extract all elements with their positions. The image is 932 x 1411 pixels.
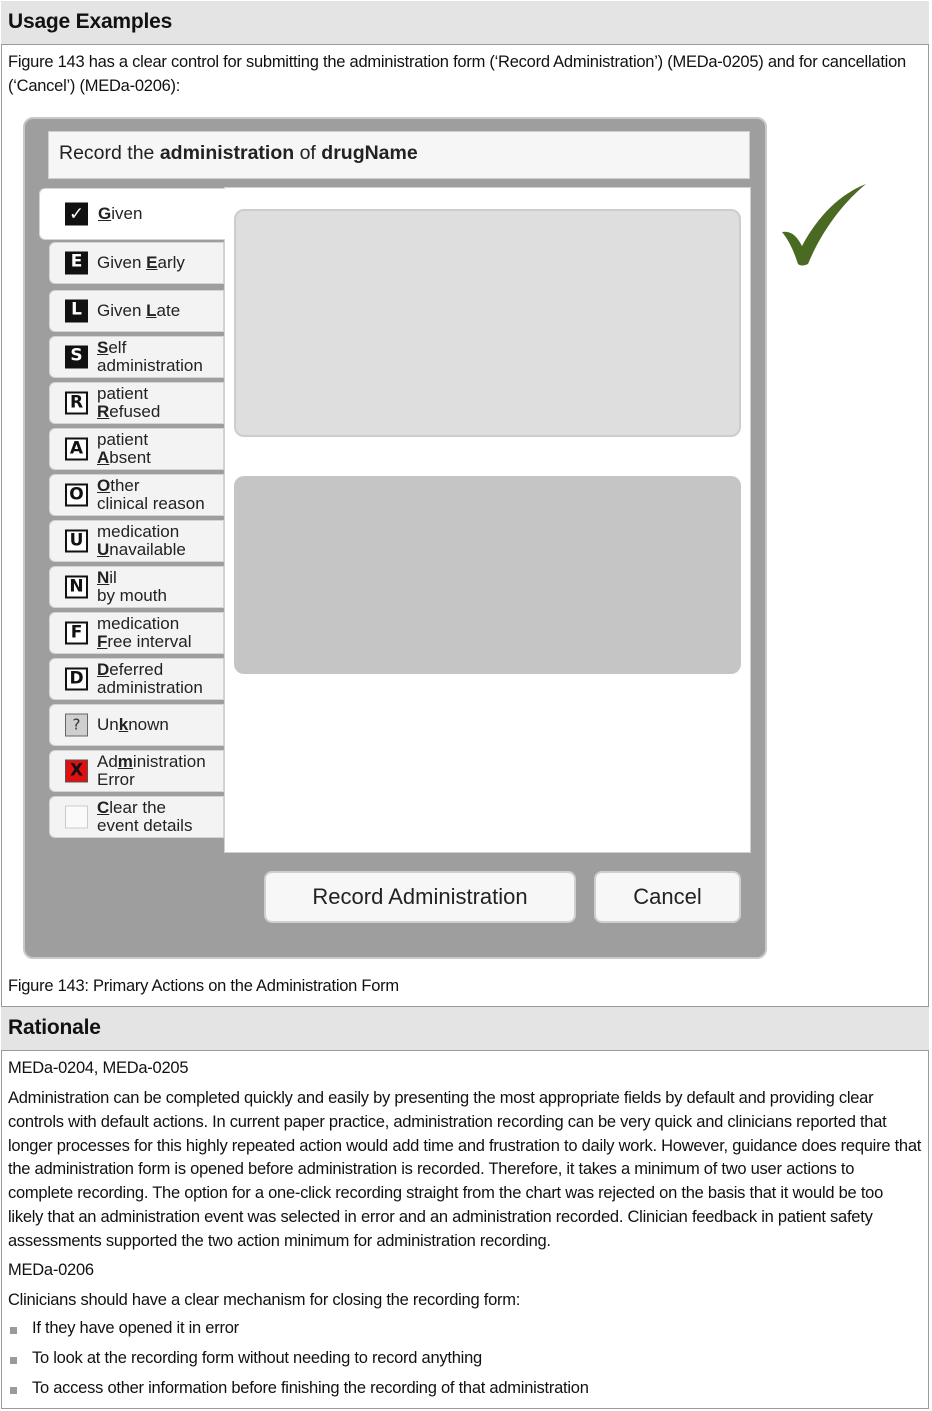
tab-other-clinical-reason[interactable] <box>49 474 224 516</box>
tab-label: Clear the event details <box>97 798 193 835</box>
rationale-ref-2: MEDa-0206 <box>8 1261 94 1279</box>
tab-label: Nil by mouth <box>97 568 167 605</box>
tab-label: Self administration <box>97 338 203 375</box>
tab-nil-by-mouth[interactable] <box>49 566 224 608</box>
a-key-icon: A <box>65 438 88 461</box>
dialog-title: Record the administration of drugName <box>48 131 750 179</box>
r-key-icon: R <box>65 392 88 415</box>
u-key-icon: U <box>65 530 88 553</box>
rationale-paragraph-1: Administration can be completed quickly and easily by presenting the most appropriate fields by default and providing clear controls with default actions. In current paper practice, administration recording can be very quick and clinicians reported that longer processes for this highly repeated action would add time and frustration to daily work. However, guidance does require that the administration form is opened before administration is recorded. Therefore, it takes a minimum of two user actions to complete recording. The option for a one-click recording straight from the chart was rejected on the basis that it would be too likely that an administration event was selected in error and an administration recorded. Clinician feedback in patient safety assessments supported the two action minimum for administration recording. <box>8 1089 922 1250</box>
tab-deferred-administration[interactable] <box>49 658 224 700</box>
o-key-icon: O <box>65 484 88 507</box>
l-key-icon: L <box>65 300 88 323</box>
tab-label: medication Free interval <box>97 614 192 651</box>
green-checkmark-icon <box>778 180 870 270</box>
f-key-icon: F <box>65 622 88 645</box>
record-administration-button[interactable]: Record Administration <box>264 871 576 923</box>
tab-clear-event-details[interactable] <box>49 796 224 838</box>
error-x-icon: X <box>65 760 88 783</box>
bullet-square-icon <box>10 1327 17 1334</box>
rationale-ref-1: MEDa-0204, MEDa-0205 <box>8 1059 189 1077</box>
tab-label: patient Absent <box>97 430 151 467</box>
n-key-icon: N <box>65 576 88 599</box>
usage-intro: Figure 143 has a clear control for submitting the administration form (‘Record Administration’) (MEDa-0205) and for cancellation (‘Cancel’) (MEDa-0206): <box>8 53 906 95</box>
details-panel-lower <box>234 476 741 674</box>
tab-label: medication Unavailable <box>97 522 186 559</box>
usage-examples-heading: Usage Examples <box>1 1 929 45</box>
tab-given-late[interactable] <box>49 290 224 332</box>
tab-given-early[interactable] <box>49 242 224 284</box>
tab-medication-free-interval[interactable] <box>49 612 224 654</box>
details-panel-upper <box>234 209 741 437</box>
tab-label: Deferred administration <box>97 660 203 697</box>
rationale-paragraph-2: Clinicians should have a clear mechanism for closing the recording form: <box>8 1291 521 1309</box>
tab-patient-refused[interactable] <box>49 382 224 424</box>
e-key-icon: E <box>65 252 88 275</box>
tab-medication-unavailable[interactable] <box>49 520 224 562</box>
checkmark-icon: ✓ <box>65 203 88 226</box>
blank-icon <box>65 806 88 829</box>
tab-self-administration[interactable] <box>49 336 224 378</box>
d-key-icon: D <box>65 668 88 691</box>
tab-label: Given Early <box>97 253 185 272</box>
tab-unknown[interactable] <box>49 704 224 746</box>
rationale-heading: Rationale <box>1 1007 929 1051</box>
tab-label: Given Late <box>97 301 181 320</box>
tab-label: Given <box>98 204 143 223</box>
question-icon: ? <box>65 714 88 737</box>
tab-administration-error[interactable] <box>49 750 224 792</box>
tab-label: Other clinical reason <box>97 476 205 513</box>
figure-caption: Figure 143: Primary Actions on the Administration Form <box>8 977 399 995</box>
bullet-square-icon <box>10 1387 17 1394</box>
tab-given[interactable] <box>39 188 225 240</box>
s-key-icon: S <box>65 346 88 369</box>
tab-label: patient Refused <box>97 384 161 421</box>
tab-patient-absent[interactable] <box>49 428 224 470</box>
tab-label: Administration Error <box>97 752 206 789</box>
tab-label: Unknown <box>97 715 169 734</box>
cancel-button[interactable]: Cancel <box>594 871 741 923</box>
bullet-square-icon <box>10 1357 17 1364</box>
